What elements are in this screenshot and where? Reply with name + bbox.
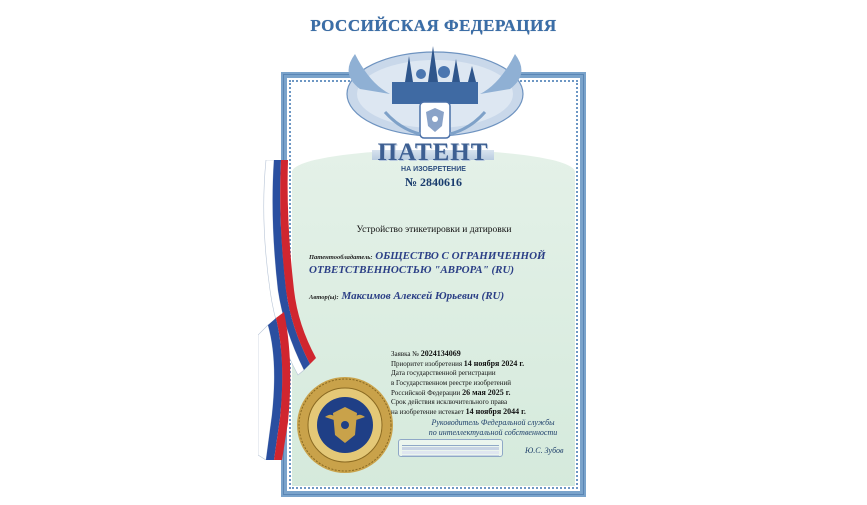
priority-label: Приоритет изобретения [391, 360, 463, 369]
holder-line1: ОБЩЕСТВО С ОГРАНИЧЕННОЙ [375, 250, 546, 262]
application-number: 2024134069 [420, 349, 461, 358]
holder-label: Патентообладатель: [309, 254, 373, 261]
signer-name: Ю.С. Зубов [525, 446, 564, 455]
signatory-position [418, 418, 568, 438]
term-date: 14 ноября 2044 г. [465, 407, 526, 417]
term-line1: Срок действия исключительного права [391, 398, 508, 407]
priority-date: 14 ноября 2024 г. [463, 359, 525, 369]
position-line1: Руководитель Федеральной службы [431, 418, 555, 427]
kremlin-emblem-icon [330, 34, 540, 149]
patent-number: № 2840616 [404, 175, 463, 189]
state-reg-line1: Дата государственной регистрации [391, 369, 496, 378]
position-line2: по интеллектуальной собственности [428, 428, 558, 437]
holder-line2: ОТВЕТСТВЕННОСТЬЮ "АВРОРА" (RU) [309, 264, 515, 276]
state-reg-date: 26 мая 2025 г. [462, 387, 511, 397]
registration-details [391, 349, 581, 417]
state-reg-line2: в Государственном реестре изобретений [391, 378, 512, 387]
patent-holder [309, 250, 574, 277]
patent-subtitle: НА ИЗОБРЕТЕНИЕ [401, 166, 466, 173]
author-label: Автор(ы): [309, 294, 339, 301]
patent-title: ПАТЕНТ [377, 139, 489, 166]
rospatent-seal-icon [295, 375, 395, 475]
term-line2: на изобретение истекает [391, 408, 464, 417]
electronic-signature-stamp [398, 439, 503, 457]
state-reg-line3: Российской Федерации [391, 388, 461, 397]
author-name: Максимов Алексей Юрьевич (RU) [341, 290, 505, 302]
application-label: Заявка № [391, 350, 419, 358]
country-title: РОССИЙСКАЯ ФЕДЕРАЦИЯ [310, 16, 557, 35]
patent-author [309, 290, 574, 302]
invention-name: Устройство этикетировки и датировки [356, 225, 512, 235]
